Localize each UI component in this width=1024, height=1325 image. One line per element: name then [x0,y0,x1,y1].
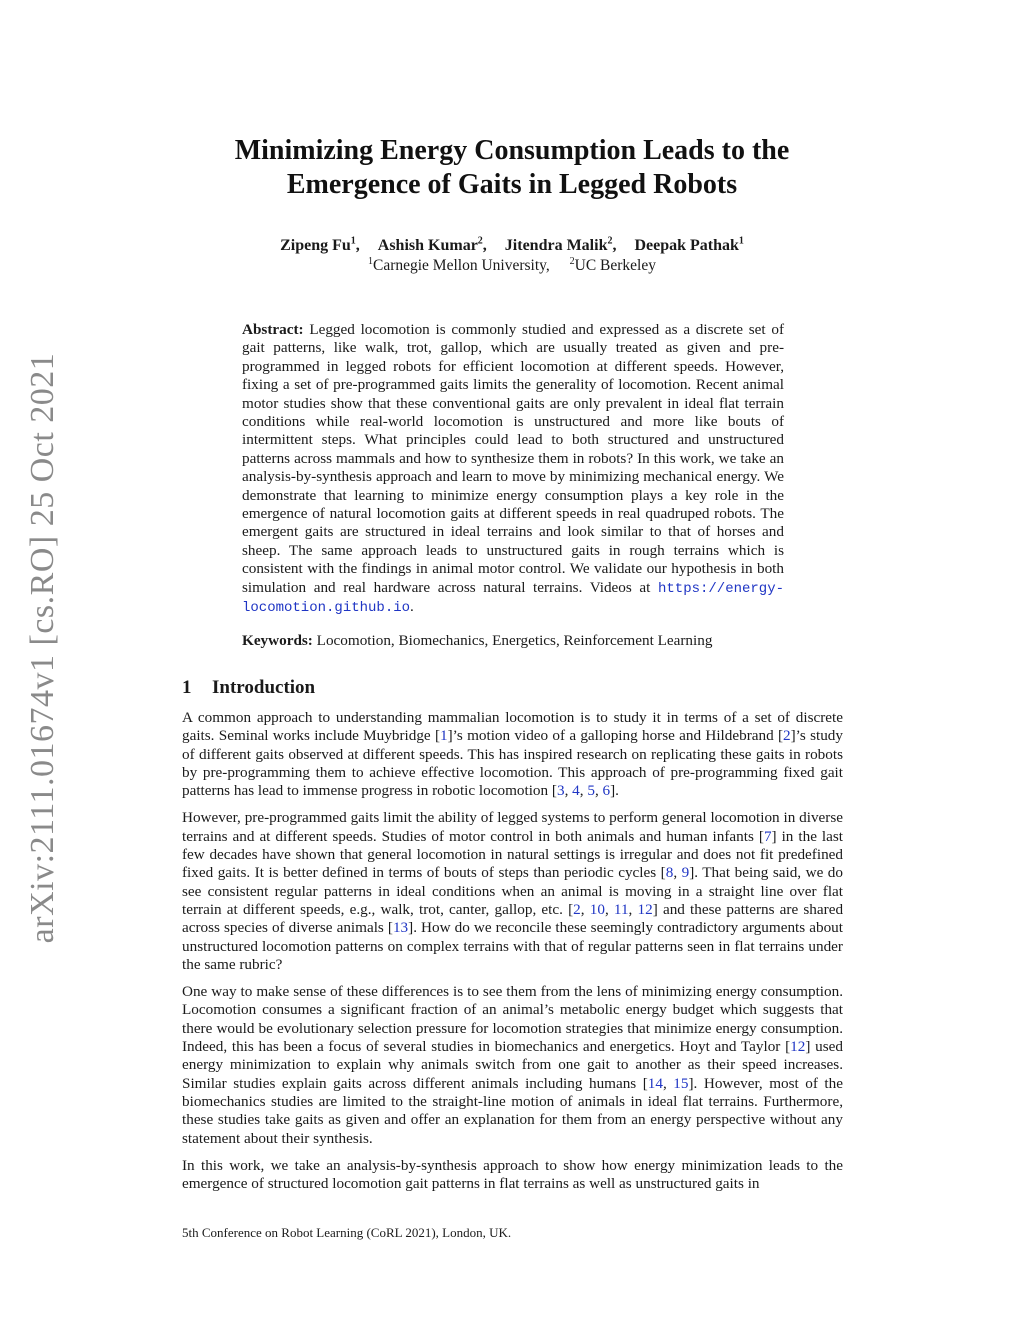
text-run: ]. How do we reconcile these seemingly contradictory arguments about unstructured locomotion patterns on complex terrains with that of regular patterns seen in flat terrains under the same rubric? [182,919,843,973]
section-heading [182,676,315,700]
author: Jitendra Malik$^2$, [504,235,617,254]
affiliation-mark: 1 [367,255,373,267]
author-name: Deepak Pathak [634,237,739,254]
author-list [0,236,1024,256]
author-name: Jitendra Malik [504,237,608,254]
citation-link[interactable]: 13 [392,919,409,937]
paragraph [182,1157,843,1194]
citation-link[interactable]: 6 [602,782,611,800]
citation-link[interactable]: 1 [440,727,448,745]
text-run: , [579,782,588,800]
citation-link[interactable]: 2 [573,900,581,918]
abstract-end: . [410,598,414,616]
keywords [242,631,784,650]
text-run: A common approach to understanding mammalian locomotion is to study it in terms of a set of discrete gaits. Seminal works include Muybridge [ [182,709,843,745]
abstract-text: Legged locomotion is commonly studied and expressed as a discrete set of gait patterns, like walk, trot, gallop, which are usually treated as given and pre-programmed in legged robots for efficient locomotion at different speeds. However, fixing a set of pre-programmed gaits limits the generality of locomotion. Recent animal motor studies show that these conventional gaits are only prevalent in ideal flat terrain conditions while real-world locomotion is unstructured and more like bouts of intermittent steps. What principles could lead to both structured and unstructured patterns across mammals and how to synthesize them in robots? In this work, we take an analysis-by-synthesis approach and learn to move by minimizing mechanical energy. We demonstrate that learning to minimize energy consumption plays a key role in the emergence of natural locomotion gaits at different speeds in real quadruped robots. The emergent gaits are structured in ideal terrains and look similar to that of horses and sheep. The same approach leads to unstructured gaits in rough terrains which is consistent with the findings in animal motor control. We validate our hypothesis in both simulation and real hardware across natural terrains. Videos at [242,321,784,596]
author-name: Zipeng Fu [280,237,351,254]
paragraph [182,809,843,974]
text-run: In this work, we take an analysis-by-synthesis approach to show how energy minimization leads to the emergence of structured locomotion gait patterns in flat terrains as well as unstructured gaits in [182,1156,843,1193]
text-run: ]. However, most of the biomechanics studies are limited to the straight-line motion of animals in ideal flat terrains. Furthermore, these studies take gaits as given and offer an explanation for them from an energy perspective without any statement about their synthesis. [182,1074,843,1147]
project-url-link[interactable]: https://energy-locomotion.github.io [242,580,785,617]
author-name: Ashish Kumar [377,237,478,254]
section-number: 1 [182,677,192,698]
author-affiliation-mark: 2 [477,235,483,247]
affiliation-mark: 2 [569,255,575,267]
text-run: , [673,864,682,882]
abstract [242,321,784,618]
citation-link[interactable]: 4 [572,782,580,800]
text-run: However, pre-programmed gaits limit the ability of legged systems to perform general locomotion in diverse terrains and at different speeds. Studies of motor control in both animals and human infants [ [182,809,843,845]
title-line-1: Minimizing Energy Consumption Leads to the [234,135,790,166]
paper-title [0,134,1024,202]
keywords-text: Locomotion, Biomechanics, Energetics, Reinforcement Learning [316,632,713,649]
text-run: ]. [610,782,619,800]
author: Ashish Kumar$^2$, [377,235,487,254]
author [634,236,743,256]
citation-link[interactable]: 14 [647,1074,663,1092]
text-run: , [580,900,590,918]
author-affiliation-mark: 2 [607,235,613,247]
affiliation [368,256,550,276]
keywords-label: Keywords: [242,632,313,649]
text-run: One way to make sense of these differences is to see them from the lens of minimizing energy consumption. Locomotion consumes a significant fraction of an animal’s metabolic energy budget which suggests that there would be evolutionary selection pressure for locomotion strategies that minimize energy consumption. Indeed, this has been a focus of several studies in biomechanics and energetics. Hoyt and Taylor [ [182,983,843,1056]
citation-link[interactable]: 7 [763,827,772,845]
citation-link[interactable]: 9 [681,864,690,882]
paragraph [182,983,843,1148]
text-run: , [604,900,614,918]
affiliation-list [0,256,1024,276]
citation-link[interactable]: 15 [673,1074,689,1092]
introduction-body [182,709,843,1202]
text-run: ]’s study of different gaits observed at different speeds. This has inspired research on replicating these gaits in robots by pre-programming them to achieve effective locomotion. This approach of pre-programming fixed gait patterns has lead to immense progress in robotic locomotion [ [182,727,843,800]
text-run: , [594,782,603,800]
title-line-2: Emergence of Gaits in Legged Robots [286,169,738,200]
citation-link[interactable]: 12 [637,900,653,918]
abstract-label: Abstract: [242,321,304,338]
text-run: , [564,782,573,800]
citation-link[interactable]: 12 [790,1038,806,1056]
affiliation [570,256,656,276]
text-run: ]’s motion video of a galloping horse and Hildebrand [ [447,727,784,745]
citation-link[interactable]: 3 [556,782,565,800]
citation-link[interactable]: 8 [665,864,674,882]
affiliation-name: UC Berkeley [574,257,656,274]
affiliation-name: Carnegie Mellon University, [372,257,550,274]
text-run: ] in the last few decades have shown that general locomotion in natural settings is irregular and does not fit predefined fixed gaits. It is better defined in terms of bouts of steps than periodic cycles [ [182,827,844,882]
text-run: , [628,900,638,918]
author-affiliation-mark: 1 [350,235,356,247]
text-run: ] used energy minimization to explain why animals switch from one gait to another as their speed increases. Similar studies explain gaits across different animals including humans [ [182,1038,843,1092]
text-run: ]. That being said, we do see consistent regular patterns in ideal conditions when an animal is moving in a straight line over flat terrain at different speeds, e.g., walk, trot, canter, gallop, etc. [ [182,864,843,918]
citation-link[interactable]: 11 [613,900,629,918]
citation-link[interactable]: 10 [589,900,605,918]
author: Zipeng Fu$^1$, [280,235,360,254]
text-run: , [662,1074,674,1092]
conference-footer: 5th Conference on Robot Learning (CoRL 2021), London, UK. [182,1225,512,1240]
section-title: Introduction [212,677,316,698]
text-run: ] and these patterns are shared across species of diverse animals [ [182,900,844,937]
author-affiliation-mark: 1 [738,235,744,247]
citation-link[interactable]: 2 [783,727,791,745]
paragraph [182,709,843,800]
citation-link[interactable]: 5 [587,782,595,800]
arxiv-identifier-stamp: arXiv:2111.01674v1 [cs.RO] 25 Oct 2021 [24,352,61,944]
